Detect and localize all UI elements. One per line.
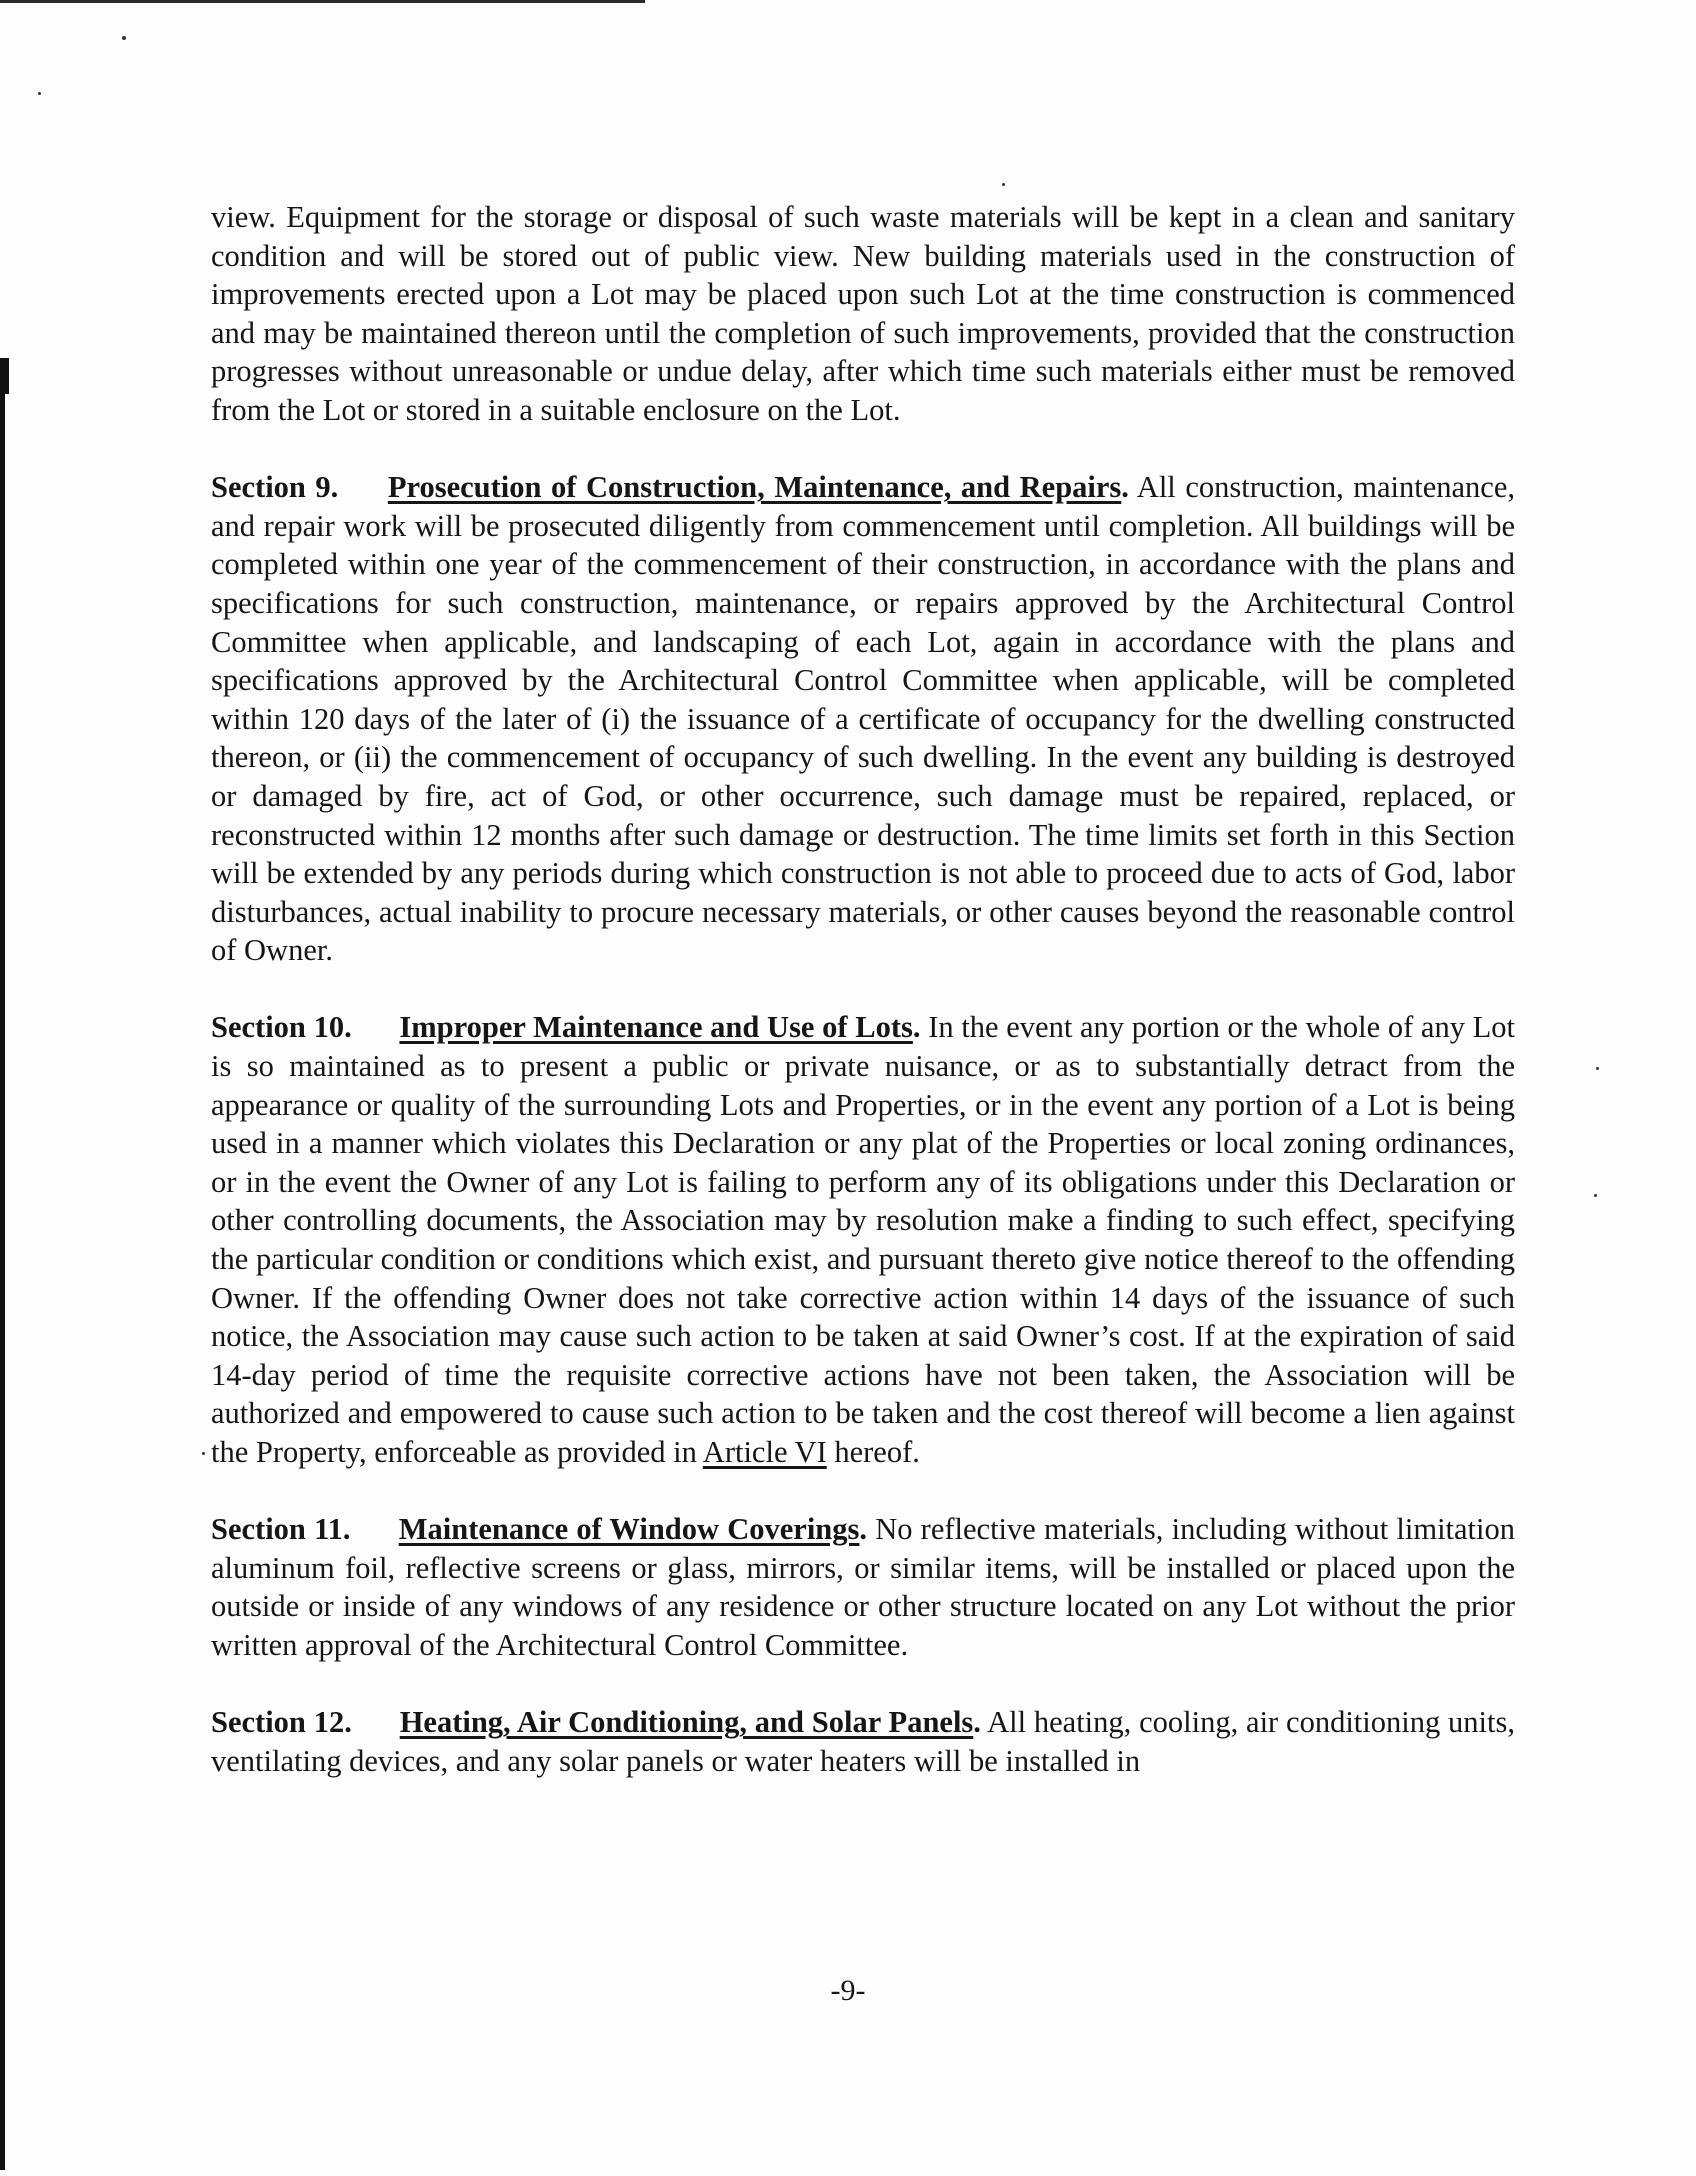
section-10-paragraph: Section 10. Improper Maintenance and Use of Lots. In the event any portion or the whole of any Lot is so maintained as to present a public or private nuisance, or as to substantially detract from the appearance or quality of the surrounding Lots and Properties, or in the event any portion of a Lot is being used in a manner which violates this Declaration or any plat of the Properties or local zoning ordinances, or in the event the Owner of any Lot is failing to perform any of its obligations under this Declaration or other controlling documents, the Association may by resolution make a finding to such effect, specifying the particular condition or conditions which exist, and pursuant thereto give notice thereof to the offending Owner. If the offending Owner does not take corrective action within 14 days of the issuance of such notice, the Association may cause such action to be taken at said Owner’s cost. If at the expiration of said 14-day period of time the requisite corrective actions have not been taken, the Association will be authorized and empowered to cause such action to be taken and the cost thereof will become a lien against the Property, enforceable as provided in Article VI hereof. xyxy=(211,1010,1516,1469)
section-9-paragraph: Section 9. Prosecution of Construction, Maintenance, and Repairs. All construction, maintenance, and repair work will be prosecuted diligently from commencement until completion. All buildings will be completed within one year of the commencement of their construction, in accordance with the plans and specifications for such construction, maintenance, or repairs approved by the Architectural Control Committee when applicable, and landscaping of each Lot, again in accordance with the plans and specifications approved by the Architectural Control Committee when applicable, will be completed within 120 days of the later of (i) the issuance of a certificate of occupancy for the dwelling constructed thereon, or (ii) the commencement of occupancy of such dwelling. In the event any building is destroyed or damaged by fire, act of God, or other occurrence, such damage must be repaired, replaced, or reconstructed within 12 months after such damage or destruction. The time limits set forth in this Section will be extended by any periods during which construction is not able to proceed due to acts of God, labor disturbances, actual inability to procure necessary materials, or other causes beyond the reasonable control of Owner. xyxy=(211,470,1516,968)
section-10-number: Section 10. xyxy=(211,1010,352,1045)
section-12-title: Heating, Air Conditioning, and Solar Panels xyxy=(399,1705,974,1740)
section-9-number: Section 9. xyxy=(211,470,339,505)
section-9-title: Prosecution of Construction, Maintenance, and Repairs xyxy=(387,470,1122,505)
section-10-title: Improper Maintenance and Use of Lots xyxy=(399,1010,913,1045)
scan-speck xyxy=(1596,1067,1599,1070)
section-9-body: All construction, maintenance, and repair work will be prosecuted diligently from commencement until completion. All buildings will be completed within one year of the commencement of their construction, in accordance with the plans and specifications for such construction, maintenance, or repairs approved by the Architectural Control Committee when applicable, and landscaping of each Lot, again in accordance with the plans and specifications approved by the Architectural Control Committee when applicable, will be completed within 120 days of the later of (i) the issuance of a certificate of occupancy for the dwelling constructed thereon, or (ii) the commencement of occupancy of such dwelling. In the event any building is destroyed or damaged by fire, act of God, or other occurrence, such damage must be repaired, replaced, or reconstructed within 12 months after such damage or destruction. The time limits set forth in this Section will be extended by any periods during which construction is not able to proceed due to acts of God, labor disturbances, actual inability to procure necessary materials, or other causes beyond the reasonable control of Owner. xyxy=(211,470,1516,968)
section-12-paragraph: Section 12. Heating, Air Conditioning, and Solar Panels. All heating, cooling, air conditioning units, ventilating devices, and any solar panels or water heaters will be installed in xyxy=(211,1705,1515,1778)
section-12-body: All heating, cooling, air conditioning units, ventilating devices, and any solar panels or water heaters will be installed in xyxy=(211,1705,1515,1778)
section-11-title: Maintenance of Window Coverings xyxy=(398,1512,860,1547)
document-body xyxy=(211,198,1515,1819)
scan-speck xyxy=(38,92,41,95)
scan-speck xyxy=(122,36,126,40)
section-12-number: Section 12. xyxy=(211,1705,352,1740)
page-number: -9- xyxy=(830,1974,866,2007)
continuation-paragraph: view. Equipment for the storage or disposal of such waste materials will be kept in a clean and sanitary condition and will be stored out of public view. New building materials used in the construction of improvements erected upon a Lot may be placed upon such Lot at the time construction is commenced and may be maintained thereon until the completion of such improvements, provided that the construction progresses without unreasonable or undue delay, after which time such materials either must be removed from the Lot or stored in a suitable enclosure on the Lot. xyxy=(211,200,1515,427)
scan-edge-shadow xyxy=(0,380,5,2170)
scan-border-line xyxy=(0,0,645,3)
section-11-body: No reflective materials, including without limitation aluminum foil, reflective screens or glass, mirrors, or similar items, will be installed or placed upon the outside or inside of any windows of any residence or other structure located on any Lot without the prior written approval of the Architectural Control Committee. xyxy=(211,1512,1516,1662)
scan-edge-mark xyxy=(0,358,9,394)
section-11-paragraph: Section 11. Maintenance of Window Coverings. No reflective materials, including without limitation aluminum foil, reflective screens or glass, mirrors, or similar items, will be installed or placed upon the outside or inside of any windows of any residence or other structure located on any Lot without the prior written approval of the Architectural Control Committee. xyxy=(211,1512,1516,1662)
scan-speck xyxy=(1594,1194,1597,1197)
section-10-body: In the event any portion or the whole of any Lot is so maintained as to present a public or private nuisance, or as to substantially detract from the appearance or quality of the surrounding Lots and Properties, or in the event any portion of a Lot is being used in a manner which violates this Declaration or any plat of the Properties or local zoning ordinances, or in the event the Owner of any Lot is failing to perform any of its obligations under this Declaration or other controlling documents, the Association may by resolution make a finding to such effect, specifying the particular condition or conditions which exist, and pursuant thereto give notice thereof to the offending Owner. If the offending Owner does not take corrective action within 14 days of the issuance of such notice, the Association may cause such action to be taken at said Owner’s cost. If at the expiration of said 14-day period of time the requisite corrective actions have not been taken, the Association will be authorized and empowered to cause such action to be taken and the cost thereof will become a lien against the Property, enforceable as provided in xyxy=(211,1010,1516,1469)
section-11-number: Section 11. xyxy=(211,1512,351,1547)
scan-speck xyxy=(1002,183,1005,186)
scan-speck xyxy=(202,1452,205,1455)
section-10-body-end: hereof. xyxy=(834,1435,920,1469)
article-reference: Article VI xyxy=(702,1435,827,1469)
